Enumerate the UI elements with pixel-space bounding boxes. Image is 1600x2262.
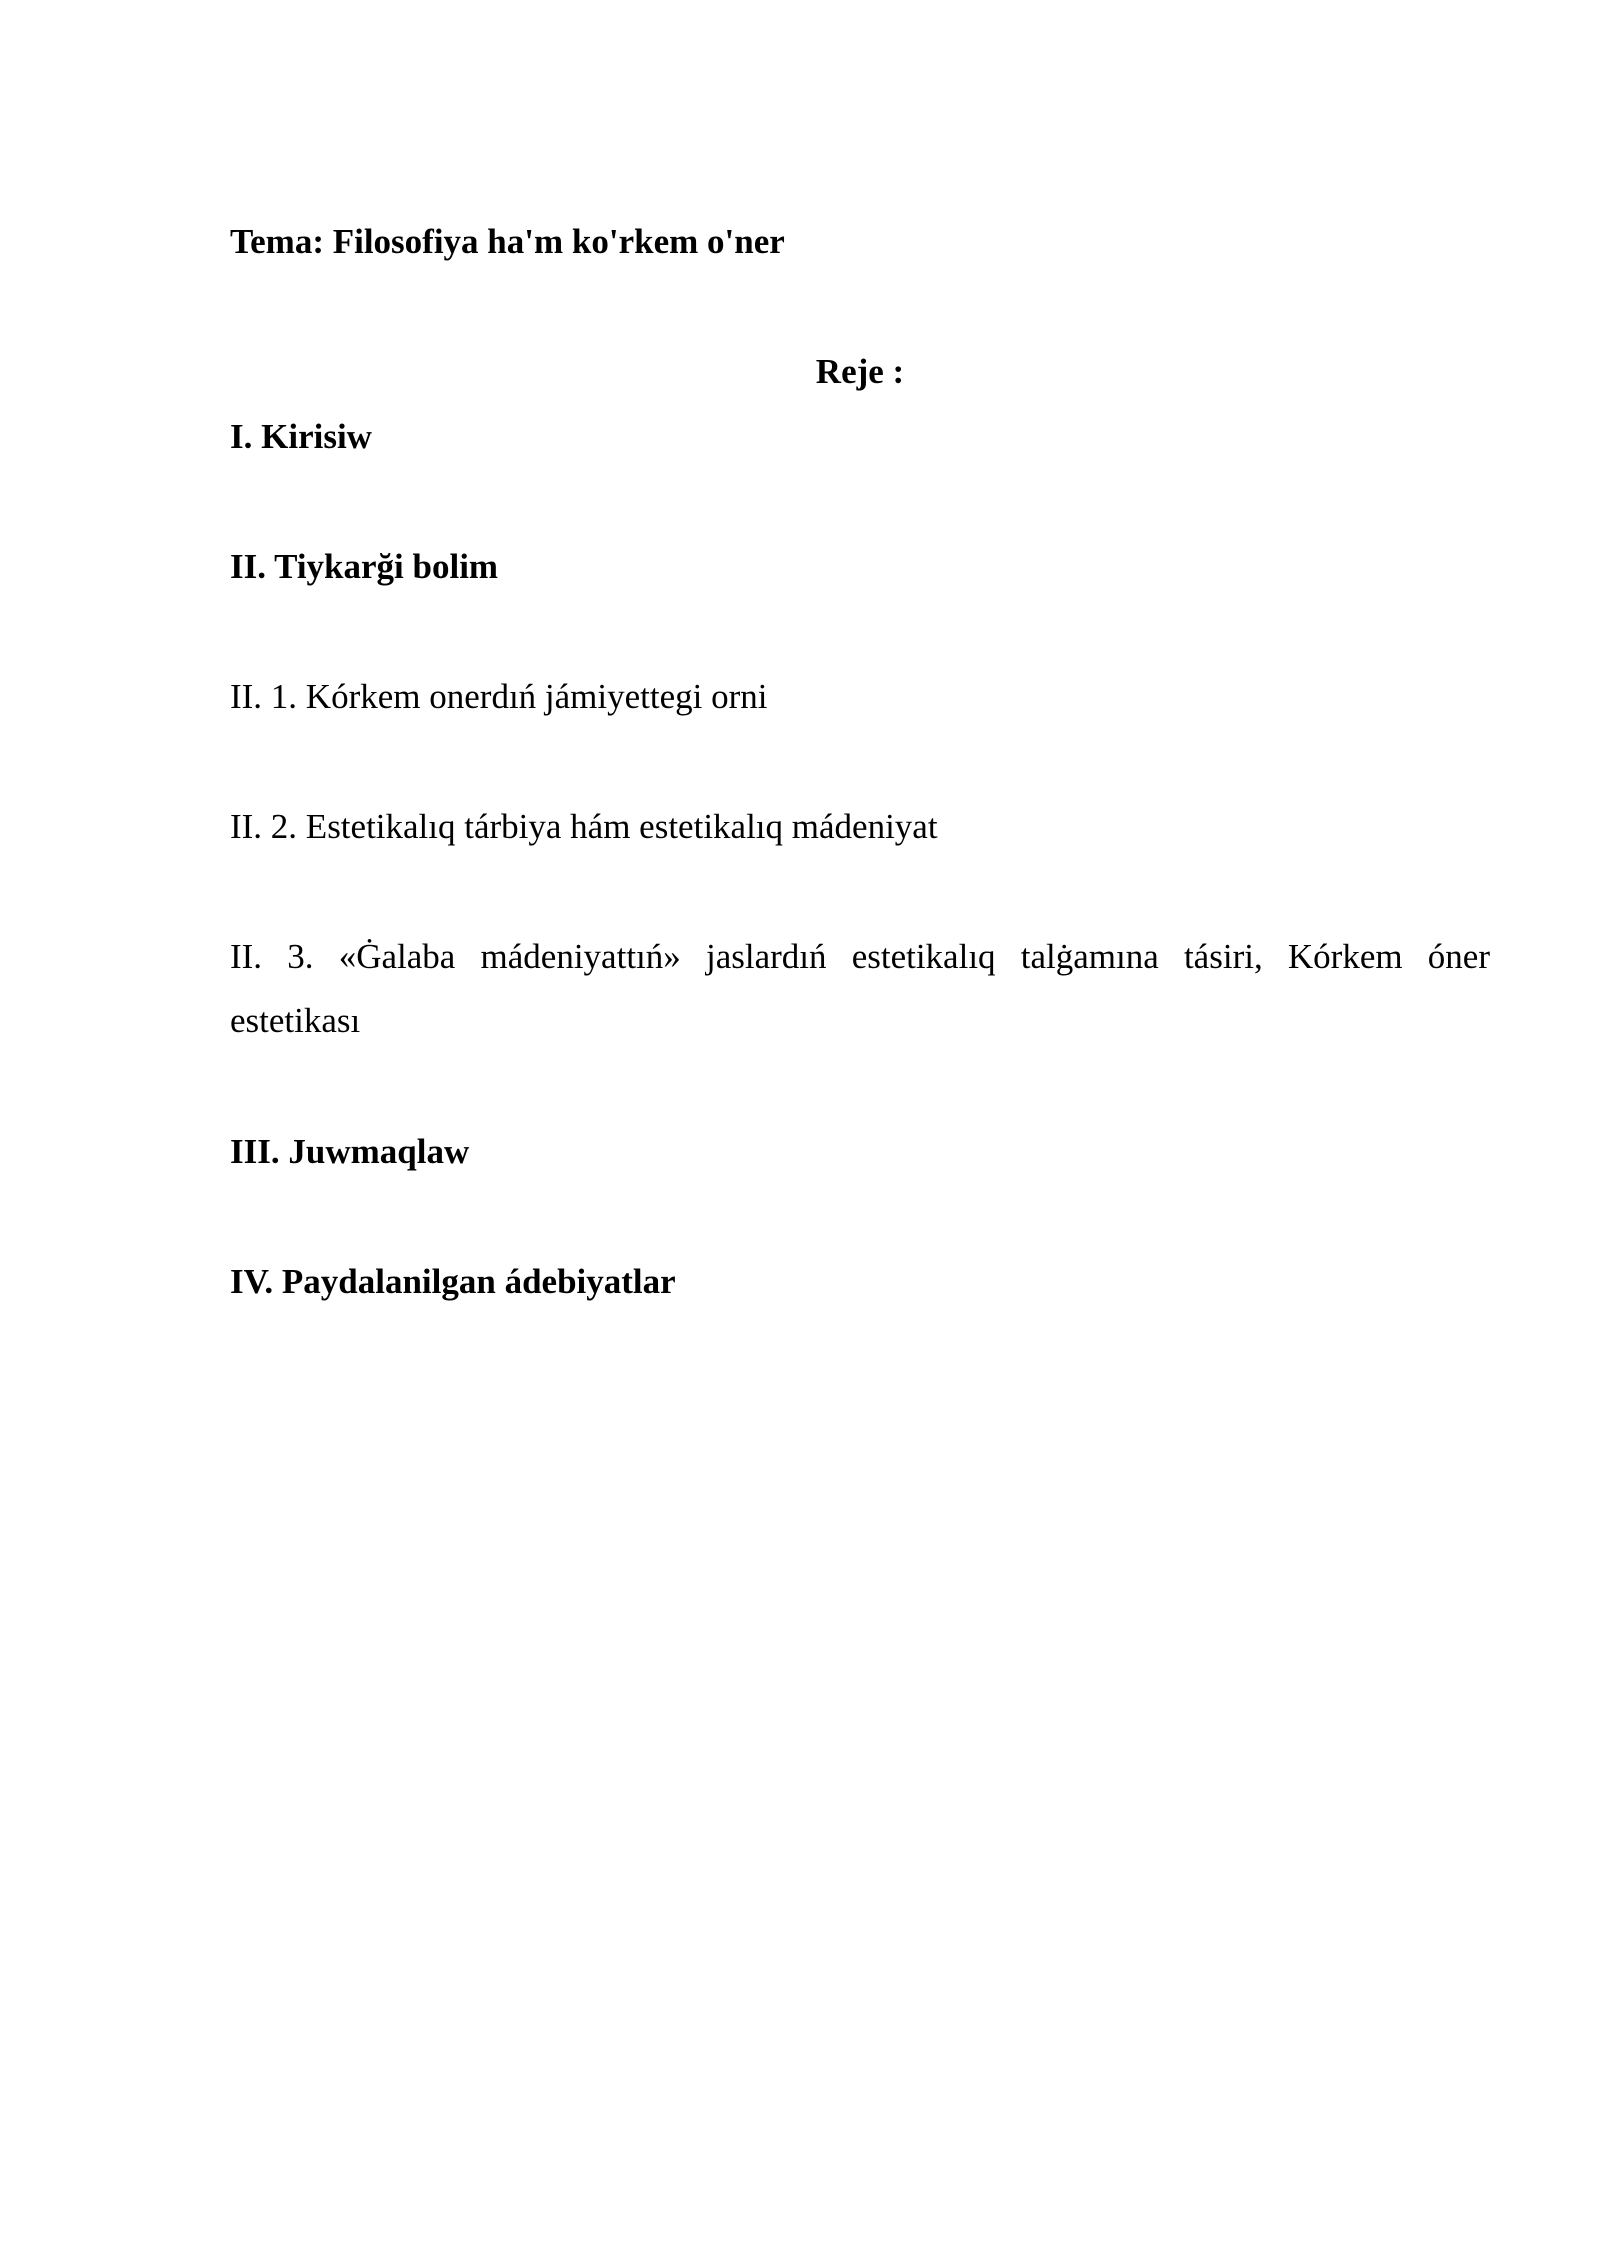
plan-subitem-2: II. 2. Estetikalıq tárbiya hám estetikalıq mádeniyat xyxy=(230,807,938,846)
document-title: Tema: Filosofiya ha'm ko'rkem o'ner xyxy=(230,222,785,261)
plan-item-introduction: I. Kirisiw xyxy=(230,417,372,456)
plan-subitem-3-line1: II. 3. «Ġalaba mádeniyattıń» jaslardıń estetikalıq talġamına tásiri, Kórkem óner xyxy=(230,937,1490,976)
plan-item-references: IV. Paydalanilgan ádebiyatlar xyxy=(230,1262,676,1301)
plan-heading: Reje : xyxy=(815,352,905,391)
plan-subitem-3 xyxy=(230,925,1490,1053)
plan-item-main-part: II. Tiykarği bolim xyxy=(230,547,499,586)
plan-item-conclusion: III. Juwmaqlaw xyxy=(230,1132,470,1171)
plan-subitem-1: II. 1. Kórkem onerdıń jámiyettegi orni xyxy=(230,677,768,716)
plan-subitem-3-line2: estetikası xyxy=(230,1001,361,1040)
